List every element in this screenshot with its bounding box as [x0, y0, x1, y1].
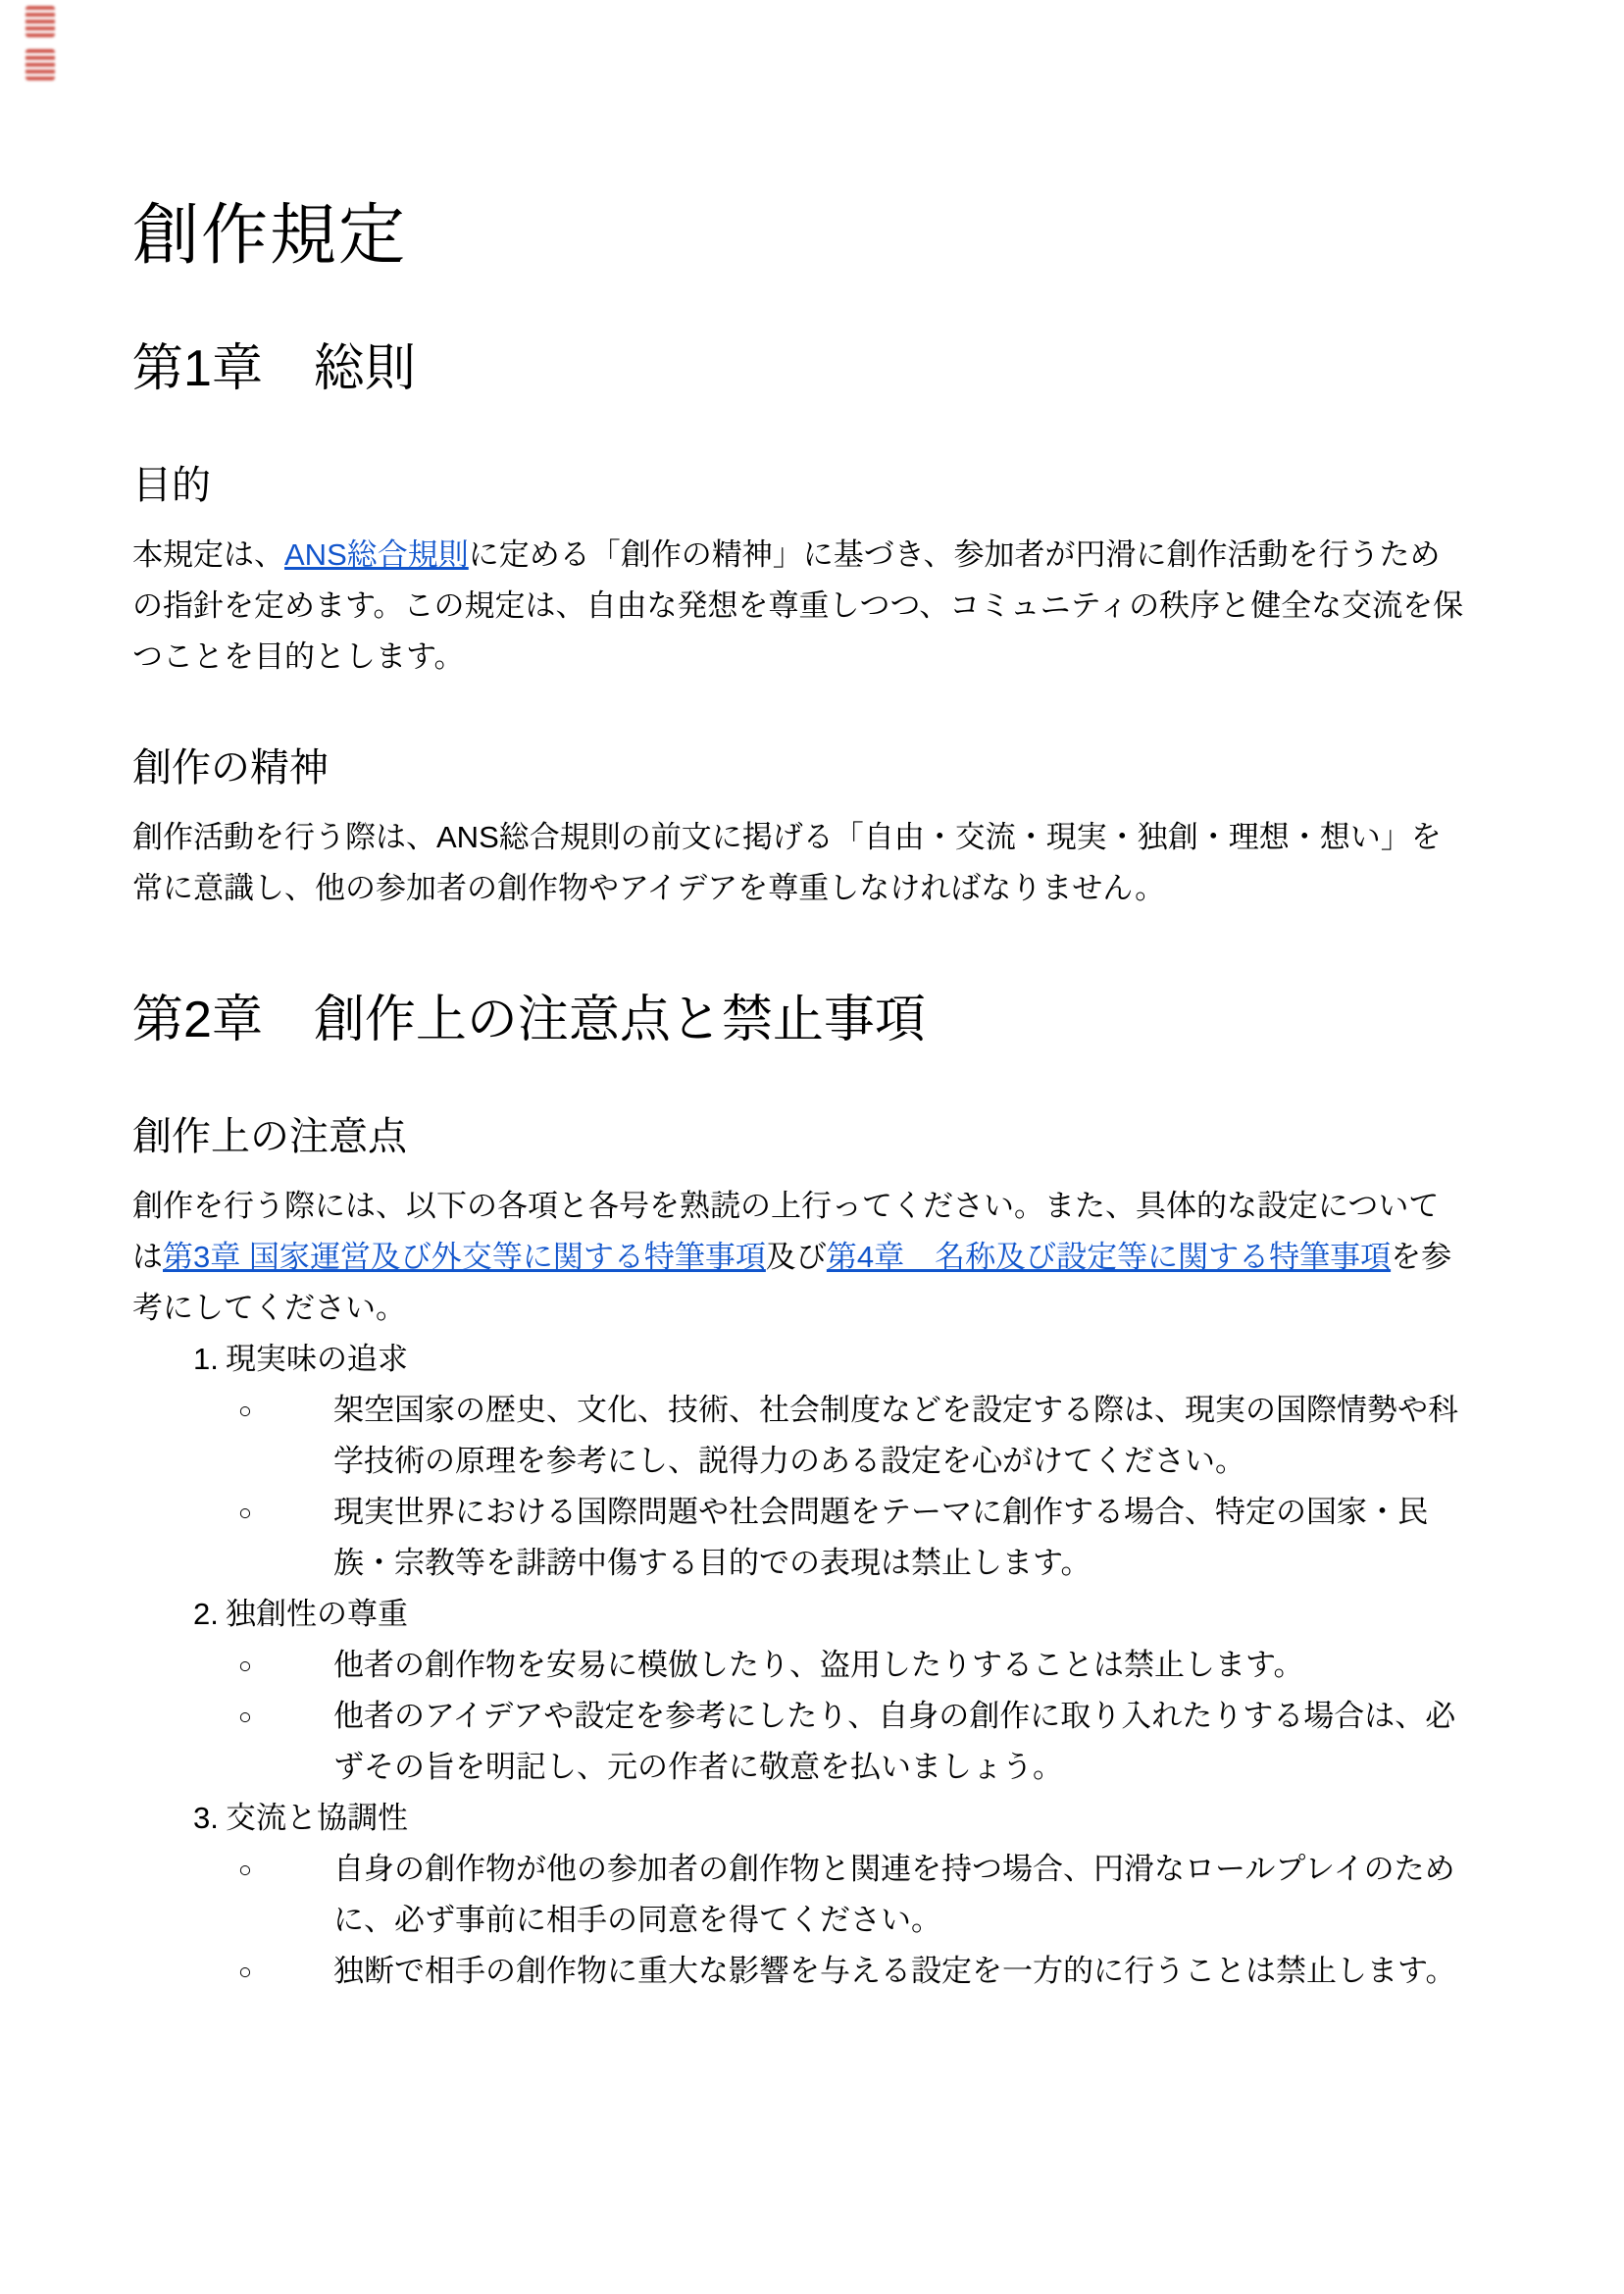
purpose-paragraph [132, 530, 1467, 683]
link-chapter3-reference[interactable]: 第3章 国家運営及び外交等に関する特筆事項 [163, 1240, 766, 1274]
list-number-marker: 1. [193, 1342, 219, 1376]
list-number-marker: 3. [193, 1801, 219, 1835]
notes-text-1: 及び [765, 1240, 827, 1274]
document-title: 創作規定 [132, 198, 408, 273]
red-mark-top [25, 6, 55, 37]
circle-bullet-icon: ○ [238, 1857, 252, 1882]
list-sub-item-text: 架空国家の歴史、文化、技術、社会制度などを設定する際は、現実の国際情勢や科学技術の原理を参考にし、説得力のある設定を心がけてください。 [333, 1393, 1458, 1478]
red-mark-bottom [25, 49, 55, 80]
list-sub-item [132, 1691, 1467, 1793]
list-item-label: 独創性の尊重 [226, 1597, 408, 1631]
list-sub-item [132, 1487, 1467, 1589]
list-item [132, 1589, 1467, 1640]
circle-bullet-icon: ○ [238, 1500, 252, 1525]
chapter1-heading: 第1章 総則 [132, 340, 416, 397]
list-sub-item [132, 1946, 1467, 1997]
list-sub-item [132, 1640, 1467, 1691]
link-ans-general-rules[interactable]: ANS総合規則 [284, 537, 469, 572]
circle-bullet-icon: ○ [238, 1398, 252, 1423]
rules-list [132, 1334, 1467, 1997]
link-chapter4-reference[interactable]: 第4章 名称及び設定等に関する特筆事項 [826, 1240, 1392, 1274]
section-heading-notes: 創作上の注意点 [132, 1115, 407, 1158]
list-sub-item-text: 他者のアイデアや設定を参考にしたり、自身の創作に取り入れたりする場合は、必ずその旨を明記し、元の作者に敬意を払いましょう。 [333, 1699, 1456, 1784]
list-sub-item-text: 独断で相手の創作物に重大な影響を与える設定を一方的に行うことは禁止します。 [333, 1954, 1456, 1988]
list-sub-item-text: 自身の創作物が他の参加者の創作物と関連を持つ場合、円滑なロールプレイのために、必ず事前に相手の同意を得てください。 [333, 1852, 1455, 1937]
purpose-text-post: に定める「創作の精神」に基づき、参加者が円滑に創作活動を行うための指針を定めます。この規定は、自由な発想を尊重しつつ、コミュニティの秩序と健全な交流を保つことを目的とします。 [132, 537, 1464, 674]
circle-bullet-icon: ○ [238, 1653, 252, 1678]
list-item-label: 現実味の追求 [226, 1342, 408, 1376]
spirit-paragraph: 創作活動を行う際は、ANS総合規則の前文に掲げる「自由・交流・現実・独創・理想・想い」を常に意識し、他の参加者の創作物やアイデアを尊重しなければなりません。 [132, 820, 1442, 905]
list-item [132, 1793, 1467, 1844]
purpose-text-pre: 本規定は、 [132, 537, 284, 572]
red-annotation-marks [25, 6, 65, 92]
chapter2-heading: 第2章 創作上の注意点と禁止事項 [132, 992, 926, 1048]
list-sub-item-text: 他者の創作物を安易に模倣したり、盗用したりすることは禁止します。 [333, 1648, 1304, 1682]
list-number-marker: 2. [193, 1597, 219, 1631]
list-item-label: 交流と協調性 [226, 1801, 408, 1835]
notes-paragraph [132, 1181, 1467, 1334]
circle-bullet-icon: ○ [238, 1959, 252, 1984]
list-item [132, 1334, 1467, 1385]
list-sub-item [132, 1844, 1467, 1946]
notes-text-2: を参考にしてください。 [132, 1240, 1452, 1325]
circle-bullet-icon: ○ [238, 1704, 252, 1729]
list-sub-item [132, 1385, 1467, 1487]
list-sub-item-text: 現実世界における国際問題や社会問題をテーマに創作する場合、特定の国家・民族・宗教等を誹謗中傷する目的での表現は禁止します。 [333, 1495, 1428, 1580]
notes-text-0: 創作を行う際には、以下の各項と各号を熟読の上行ってください。また、具体的な設定については [132, 1189, 1440, 1274]
section-heading-spirit: 創作の精神 [132, 746, 329, 790]
section-heading-purpose: 目的 [132, 464, 211, 507]
